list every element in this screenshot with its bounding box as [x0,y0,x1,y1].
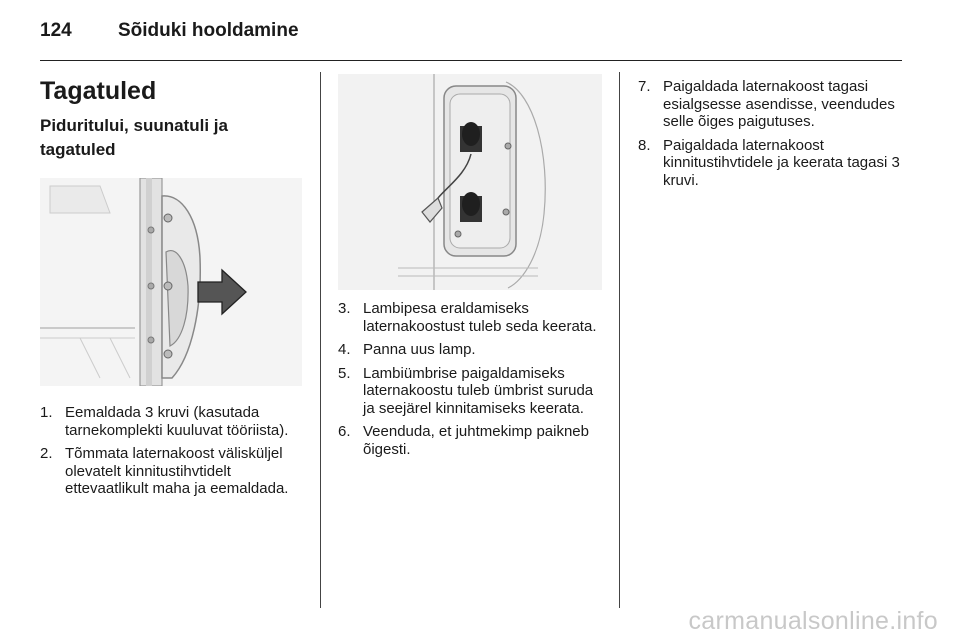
step-number: 1. [40,404,53,421]
step-number: 7. [638,78,651,95]
step-text: Lambipesa eraldamiseks laternakoostust tuleb seda keerata. [363,300,597,335]
chapter-title: Sõiduki hooldamine [118,20,299,41]
step-text: Lambiümbrise paigaldamiseks laternakoostu tuleb ümbrist suruda ja seejärel kinnitamiseks keerata. [363,364,594,417]
section-title: Tagatuled [40,77,157,105]
step-item [338,341,604,359]
watermark-text: carmanualsonline.info [688,607,938,635]
column-3 [638,70,904,195]
step-text: Paigaldada laternakoost kinnitustihvtidele ja keerata tagasi 3 kruvi. [663,136,900,189]
step-number: 5. [338,364,351,382]
step-number: 4. [338,341,351,358]
step-item [338,423,604,458]
step-item [338,365,604,418]
column-divider-right [619,72,620,608]
subsection-title: Piduritului, suunatuli ja tagatuled [40,116,228,159]
tail-light-removal-illustration [40,178,302,386]
step-text: Tõmmata laternakoost välisküljel olevatelt kinnitustihvtidelt ettevaatlikult maha ja eemaldada. [65,445,289,497]
step-text: Panna uus lamp. [363,341,476,358]
step-number: 3. [338,300,351,317]
step-text: Veenduda, et juhtmekimp paikneb õigesti. [363,423,589,458]
step-number: 6. [338,423,351,440]
step-item [338,300,604,335]
step-text: Eemaldada 3 kruvi (kasutada tarnekomplekti kuuluvat tööriista). [65,404,289,439]
step-text: Paigaldada laternakoost tagasi esialgsesse asendisse, veendudes selle õiges paigutuses. [663,78,895,130]
bulb-holder-illustration [338,74,602,290]
steps-list-column-3 [638,78,904,189]
steps-list-column-2 [338,300,604,458]
step-item [638,78,904,131]
step-number: 8. [638,136,651,154]
column-divider-left [320,72,321,608]
page-number: 124 [40,20,72,41]
step-item [40,404,308,439]
column-1 [40,70,308,504]
step-item [40,445,308,498]
header-rule [40,60,902,61]
step-number: 2. [40,445,53,462]
step-item [638,137,904,190]
steps-list-column-1 [40,404,308,498]
column-2 [338,70,604,464]
